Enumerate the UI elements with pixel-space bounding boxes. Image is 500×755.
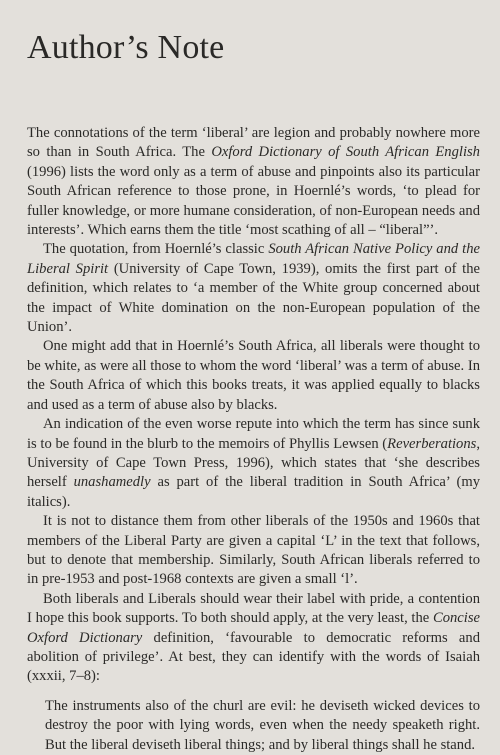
- paragraph: [27, 590, 480, 687]
- text-run: (University of Cape Town, 1939), omits the first part of the definition, which relates to ‘a member of the White group concerned about the impact of White domination on the non-European population of the Union’.: [27, 260, 480, 336]
- text-run: , University of Cape Town Press, 1996), which states that ‘she describes herself: [27, 435, 480, 491]
- paragraph: [27, 337, 480, 415]
- text-run: An indication of the even worse repute into which the term has since sunk is to be found in the blurb to the memoirs of Phyllis Lewsen (: [27, 416, 480, 452]
- italic-text: Concise Oxford Dictionary: [27, 610, 480, 646]
- scripture-quote: The instruments also of the churl are evil: he deviseth wicked devices to destroy the poor with lying words, even when the needy speaketh right. But the liberal deviseth liberal things; and by liberal things shall he stand.: [45, 697, 480, 753]
- paragraph: [27, 240, 480, 337]
- text-run: definition, ‘favourable to democratic reforms and abolition of privilege’. At best, they can identify with the words of Isaiah (xxxii, 7–8):: [27, 629, 480, 685]
- text-run: as part of the liberal tradition in South Africa’ (my italics).: [27, 474, 480, 510]
- text-run: One might add that in Hoernlé’s South Africa, all liberals were thought to be white, as were all those to whom the word ‘liberal’ was a term of abuse. In the South Africa of which this books treats, it was applied equally to blacks and used as a term of abuse also by blacks.: [27, 338, 480, 413]
- italic-text: Oxford Dictionary of South African English: [211, 144, 480, 161]
- text-run: The connotations of the term ‘liberal’ are legion and probably nowhere more so than in South Africa. The: [27, 125, 480, 161]
- page-title: Author’s Note: [27, 29, 225, 66]
- paragraph: [27, 124, 480, 240]
- text-run: Both liberals and Liberals should wear their label with pride, a contention I hope this book supports. To both should apply, at the very least, the: [27, 590, 480, 627]
- text-run: (1996) lists the word only as a term of abuse and pinpoints also its particular South African reference to those prone, in Hoernlé’s words, ‘to plead for fuller knowledge, or more humane consideration, of non-European needs and interests’. Which earns them the title ‘most scathing of all – “liberal”’.: [27, 163, 480, 239]
- text-run: The quotation, from Hoernlé’s classic: [43, 241, 269, 258]
- paragraph: [27, 512, 480, 590]
- italic-text: unashamedly: [73, 474, 151, 491]
- body-text: [27, 124, 480, 687]
- paragraph: [27, 415, 480, 512]
- italic-text: South African Native Policy and the Liberal Spirit: [27, 241, 480, 277]
- text-run: It is not to distance them from other liberals of the 1950s and 1960s that members of the Liberal Party are given a capital ‘L’ in the text that follows, but to denote that membership. Similarly, South African liberals referred to in pre-1953 and post-1968 contexts are given a small ‘l’.: [27, 513, 480, 588]
- italic-text: Reverberations: [387, 435, 477, 452]
